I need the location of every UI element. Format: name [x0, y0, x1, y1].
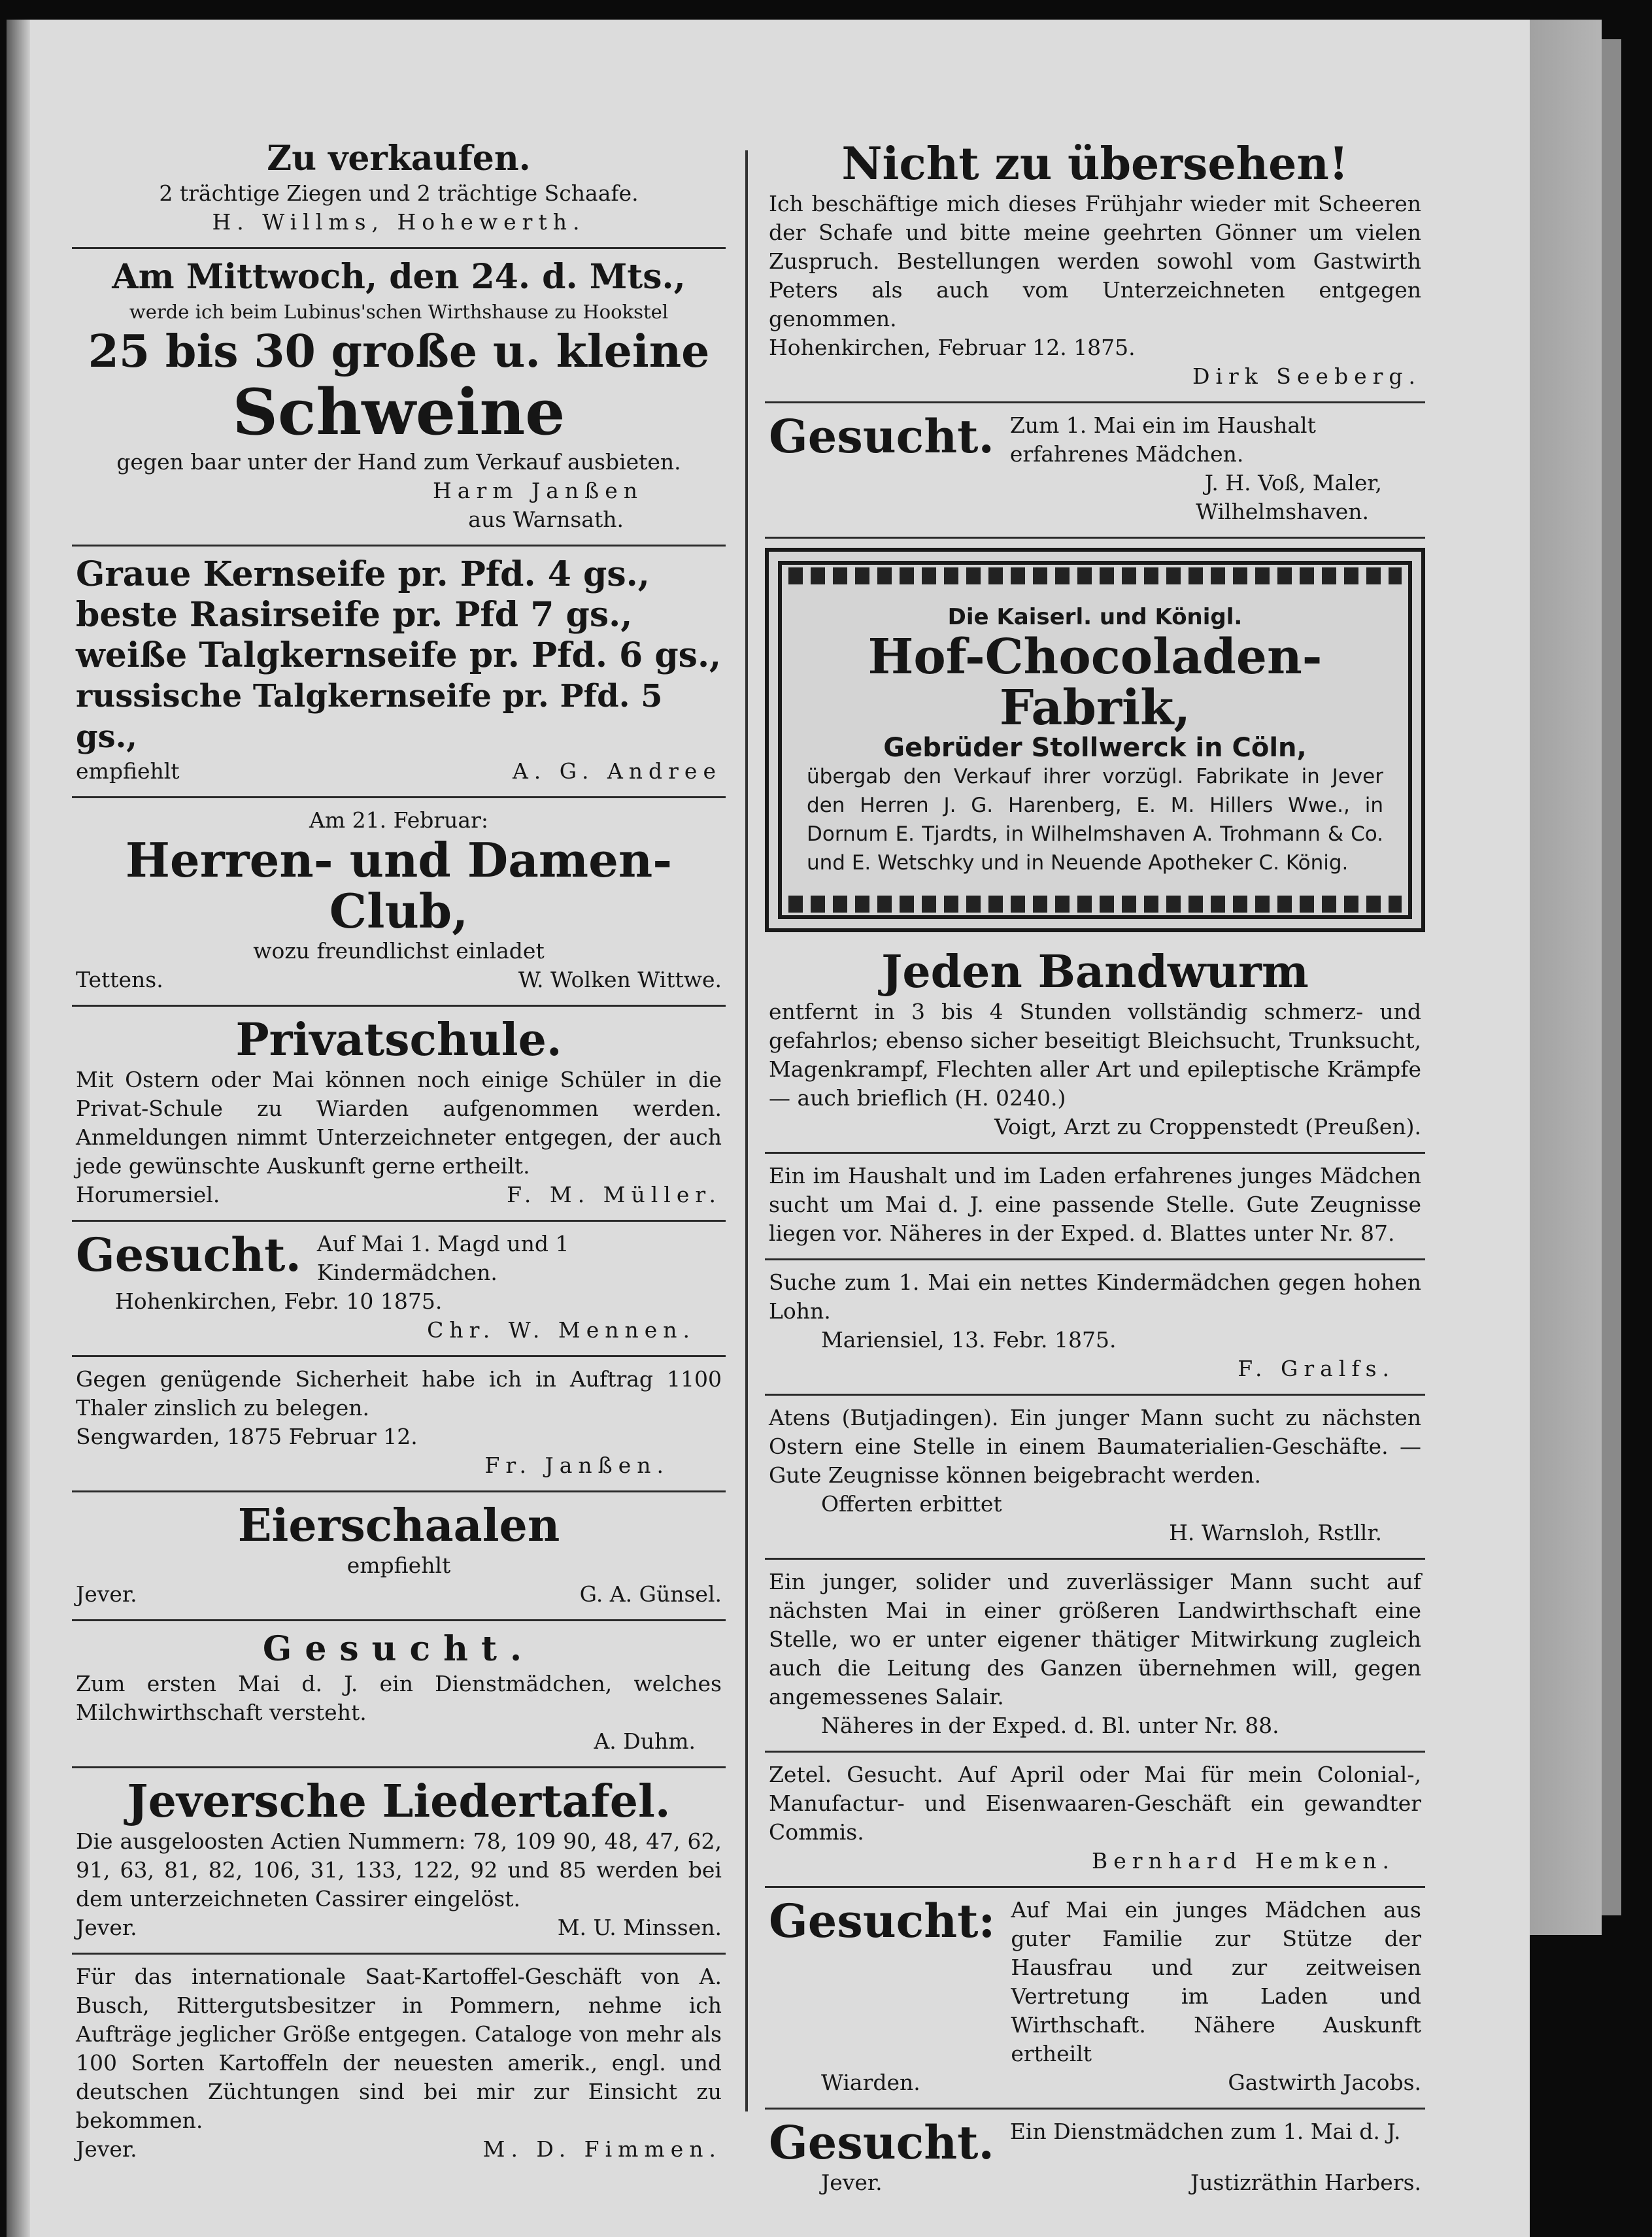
ad-schweine [72, 249, 726, 547]
ad-title: Zu verkaufen. [267, 139, 531, 178]
ad-kindermaedchen [765, 1260, 1425, 1396]
ad-body: Zum 1. Mai ein im Haushalt erfahrenes Mädchen. [1009, 412, 1316, 467]
ad-zetel [765, 1753, 1425, 1888]
ad-title: Nicht zu übersehen! [841, 138, 1349, 190]
ad-signature: Voigt, Arzt zu Croppenstedt (Preußen). [994, 1114, 1421, 1139]
ad-gesucht-haushalt [765, 403, 1425, 539]
ad-signature: Justizräthin Harbers. [1190, 2170, 1421, 2195]
ad-zu-verkaufen [72, 131, 726, 249]
decorative-border-bottom [788, 896, 1402, 913]
ad-body: Zum ersten Mai d. J. ein Dienstmädchen, welches Milchwirthschaft versteht. [76, 1671, 722, 1725]
ad-place-date: Sengwarden, 1875 Februar 12. [76, 1424, 418, 1449]
ad-place-date: Mariensiel, 13. Febr. 1875. [821, 1327, 1117, 1353]
ad-privatschule [72, 1007, 726, 1222]
ad-liedertafel [72, 1768, 726, 1955]
ad-subtitle: werde ich beim Lubinus'schen Wirthshause zu Hookstel [129, 301, 669, 323]
ad-bandwurm [765, 939, 1425, 1154]
ad-saatkartoffel [72, 1955, 726, 2174]
ad-body: empfiehlt [346, 1553, 451, 1578]
decorative-border-top [788, 567, 1402, 584]
ad-date: Am 21. Februar: [309, 807, 488, 833]
ad-left-text: Jever. [76, 1581, 137, 1607]
ad-signature: J. H. Voß, Maler, [1204, 470, 1382, 496]
ad-sicherheit [72, 1357, 726, 1492]
ad-body: Auf Mai 1. Magd und 1 Kindermädchen. [316, 1231, 569, 1285]
ad-keyword: Gesucht. [76, 1228, 301, 1282]
ad-body: Für das internationale Saat-Kartoffel-Geschäft von A. Busch, Rittergutsbesitzer in Pommern, nehme ich Aufträge jeglicher Größe entgegen. Cataloge von mehr als 100 Sorten Kartoffeln der neuesten amerik., engl. und deutschen Züchtungen sind bei mir zur Einsicht zu bekommen. [76, 1964, 722, 2133]
ad-headline: 25 bis 30 große u. kleine [88, 326, 710, 378]
ad-atens [765, 1396, 1425, 1560]
ad-signature: Harm Janßen [433, 478, 643, 503]
ad-body: Auf Mai ein junges Mädchen aus guter Familie zur Stütze der Hausfrau und zur zeitweisen Vertretung im Laden und Wirthschaft. Nähere Auskunft ertheilt [1011, 1897, 1421, 2066]
ad-signature-place: aus Warnsath. [468, 507, 624, 532]
ad-left-text: Jever. [821, 2170, 883, 2195]
ad-title: Jeversche Liedertafel. [127, 1775, 671, 1828]
ad-body: Suche zum 1. Mai ein nettes Kindermädchen gegen hohen Lohn. [769, 1270, 1421, 1324]
ad-title: Am Mittwoch, den 24. d. Mts., [112, 257, 686, 297]
ad-keyword: Gesucht. [769, 409, 994, 463]
ad-title: Eierschaalen [237, 1500, 560, 1552]
price-line: beste Rasirseife pr. Pfd 7 gs., [76, 595, 633, 635]
ad-body: Ein im Haushalt und im Laden erfahrenes junges Mädchen sucht um Mai d. J. eine passende Stelle. Gute Zeugnisse liegen vor. Näheres in der Exped. d. Blattes unter Nr. 87. [769, 1163, 1421, 1246]
ad-title: Jeden Bandwurm [881, 946, 1309, 998]
ad-signature: H. Warnsloh, Rstllr. [1169, 1520, 1382, 1545]
ad-title: Hof-Chocoladen-Fabrik, [868, 629, 1323, 736]
right-column [765, 131, 1425, 2208]
ad-body: gegen baar unter der Hand zum Verkauf ausbieten. [116, 449, 681, 475]
ad-junges-maedchen [765, 1154, 1425, 1260]
ad-gesucht-magd [72, 1222, 726, 1357]
ad-signature: Fr. Janßen. [484, 1453, 669, 1478]
ad-gesucht-dienstmaedchen [72, 1621, 726, 1768]
ad-body: übergab den Verkauf ihrer vorzügl. Fabrikate in Jever den Herren J. G. Harenberg, E. M. Hillers Wwe., in Dornum E. Tjardts, in Wilhelmshaven A. Trohmann & Co. und E. Wetschky und in Neuende Apotheker C. König. [807, 765, 1383, 875]
ad-body: Ich beschäftige mich dieses Frühjahr wieder mit Scheeren der Schafe und bitte meine geehrten Gönner um vielen Zuspruch. Bestellungen werden sowohl vom Gastwirth Peters als auch vom Unterzeichneten entgegen genommen. [769, 191, 1421, 331]
ad-signature-place: Wilhelmshaven. [1196, 499, 1369, 524]
ad-body: Ein junger, solider und zuverlässiger Mann sucht auf nächsten Mai in einer größeren Landwirthschaft eine Stelle, wo er unter eigener thätiger Mitwirkung zugleich auch die Leitung des Ganzen übernehmen will, gegen angemessenes Salair. [769, 1569, 1421, 1709]
ad-signature: Gastwirth Jacobs. [1228, 2070, 1421, 2095]
ad-signature: G. A. Günsel. [579, 1581, 722, 1607]
ad-body: Atens (Butjadingen). Ein junger Mann sucht zu nächsten Ostern eine Stelle in einem Baumaterialien-Geschäfte. — Gute Zeugnisse können beigebracht werden. [769, 1405, 1421, 1488]
ad-body: entfernt in 3 bis 4 Stunden vollständig schmerz- und gefahrlos; ebenso sicher beseitigt Bleichsucht, Trunksucht, Magenkrampf, Flechten aller Art und epileptische Krämpfe — auch brieflich (H. 0240.) [769, 999, 1421, 1111]
ad-body: Zetel. Gesucht. Auf April oder Mai für mein Colonial-, Manufactur- und Eisenwaaren-Geschäft ein gewandter Commis. [769, 1762, 1421, 1845]
ad-title: Gesucht. [262, 1629, 535, 1669]
ad-headline-large: Schweine [232, 375, 565, 449]
ad-place-date: Hohenkirchen, Februar 12. 1875. [769, 335, 1136, 360]
ad-signature: F. M. Müller. [507, 1182, 722, 1207]
ad-place-date: Hohenkirchen, Febr. 10 1875. [115, 1288, 443, 1314]
ad-body: 2 trächtige Ziegen und 2 trächtige Schaafe. [159, 180, 639, 206]
ad-chocoladen-fabrik [765, 548, 1425, 932]
ad-body: Mit Ostern oder Mai können noch einige Schüler in die Privat-Schule zu Wiarden aufgenommen werden. Anmeldungen nimmt Unterzeichneter entgegen, der auch jede gewünschte Auskunft gerne ertheilt. [76, 1067, 722, 1179]
ad-body: Ein Dienstmädchen zum 1. Mai d. J. [1009, 2119, 1401, 2144]
ad-keyword: Gesucht: [769, 1894, 996, 1948]
ad-left-text: Jever. [76, 2136, 137, 2162]
price-line: russische Talgkernseife pr. Pfd. 5 gs., [76, 678, 663, 755]
newspaper-page [7, 20, 1530, 2237]
ad-body: Die ausgeloosten Actien Nummern: 78, 109 90, 48, 47, 62, 91, 63, 81, 82, 106, 31, 133, 122, 92 und 85 werden bei dem unterzeichneten Cassirer eingelöst. [76, 1828, 722, 1911]
ad-kernseife [72, 547, 726, 798]
ad-landwirthschaft [765, 1560, 1425, 1753]
ad-left-text: Horumersiel. [76, 1182, 220, 1207]
ad-gesucht-stuetze [765, 1888, 1425, 2110]
ad-signature: M. U. Minssen. [557, 1915, 722, 1940]
ad-eierschaalen [72, 1492, 726, 1621]
ad-title: Privatschule. [235, 1014, 562, 1066]
ad-keyword: Gesucht. [769, 2115, 994, 2170]
ad-left-text: empfiehlt [76, 758, 180, 784]
ad-gesucht-dienstmaedchen-mai [765, 2110, 1425, 2208]
ad-line: Gebrüder Stollwerck in Cöln, [883, 733, 1307, 763]
left-column [72, 131, 726, 2174]
ad-line: Offerten erbittet [821, 1491, 1002, 1517]
ad-club [72, 798, 726, 1007]
ad-line: Die Kaiserl. und Königl. [947, 604, 1243, 630]
ad-left-text: Jever. [76, 1915, 137, 1940]
ad-signature: A. Duhm. [594, 1728, 696, 1754]
ad-signature: W. Wolken Wittwe. [518, 967, 722, 992]
ad-signature: Chr. W. Mennen. [427, 1317, 696, 1343]
ad-body: wozu freundlichst einladet [253, 938, 545, 964]
price-line: weiße Talgkernseife pr. Pfd. 6 gs., [76, 635, 722, 675]
column-divider [745, 150, 748, 2111]
ad-signature: M. D. Fimmen. [482, 2136, 722, 2162]
binding-shadow [7, 20, 30, 2237]
ad-line: Näheres in der Exped. d. Bl. unter Nr. 88. [821, 1713, 1279, 1738]
ad-left-text: Tettens. [76, 967, 163, 992]
ad-nicht-uebersehen [765, 131, 1425, 403]
price-line: Graue Kernseife pr. Pfd. 4 gs., [76, 554, 650, 594]
ad-signature: Dirk Seeberg. [1192, 363, 1421, 389]
ad-signature: A. G. Andree [512, 758, 722, 784]
ad-signature: Bernhard Hemken. [1092, 1848, 1395, 1874]
ad-body: Gegen genügende Sicherheit habe ich in Auftrag 1100 Thaler zinslich zu belegen. [76, 1366, 722, 1421]
ad-left-text: Wiarden. [821, 2070, 920, 2095]
ad-signature: H. Willms, Hohewerth. [212, 209, 586, 235]
ad-title: Herren- und Damen-Club, [125, 832, 673, 939]
ad-signature: F. Gralfs. [1238, 1356, 1395, 1381]
